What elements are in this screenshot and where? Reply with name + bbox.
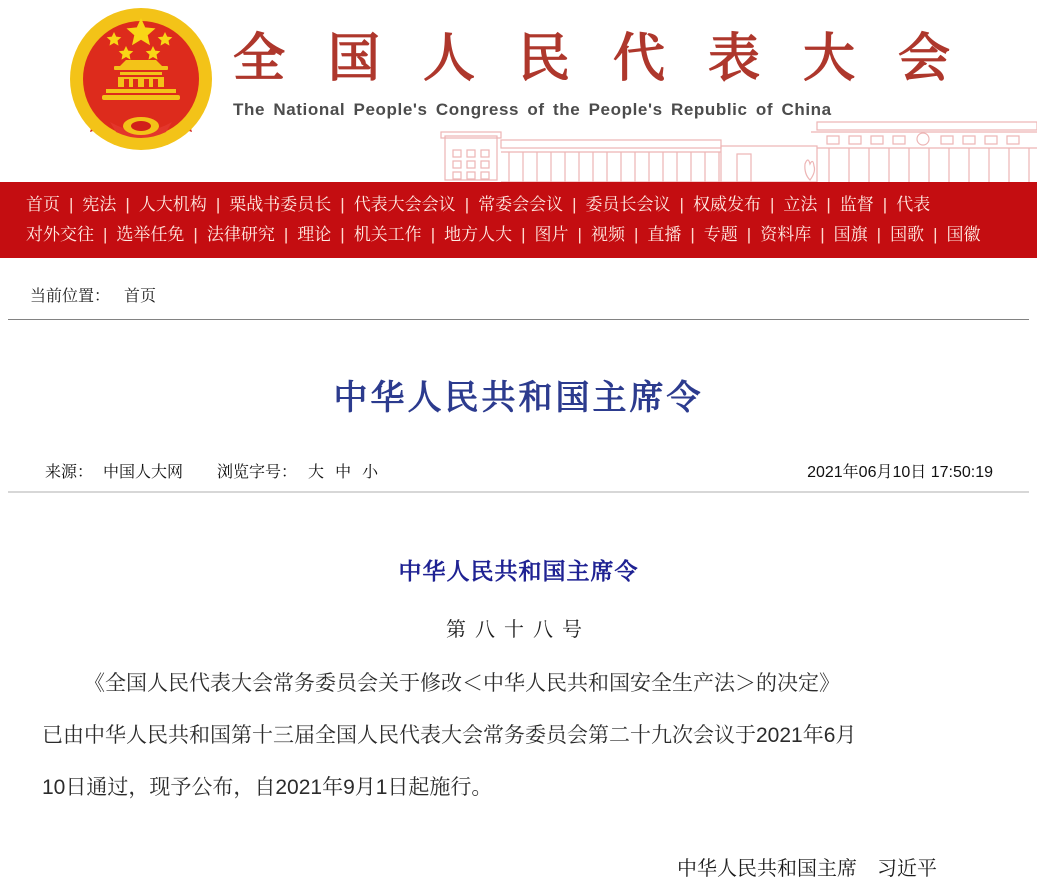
breadcrumb: [0, 258, 1037, 319]
page-title: 中华人民共和国主席令: [333, 378, 704, 418]
nav-link[interactable]: 机关工作: [353, 225, 422, 244]
nav-link[interactable]: 对外交往: [26, 225, 94, 244]
separator: |: [572, 195, 577, 214]
separator: |: [690, 225, 695, 244]
publish-datetime: 2021年06月10日 17:50:19: [807, 464, 993, 481]
separator: |: [193, 225, 198, 244]
nav-link[interactable]: 首页: [26, 195, 60, 214]
fontsize-label: 浏览字号：: [217, 464, 298, 481]
fontsize-option[interactable]: 小: [362, 464, 379, 481]
masthead: [233, 30, 993, 120]
meta-divider: [8, 491, 1029, 493]
nav-link[interactable]: 图片: [534, 225, 569, 244]
separator: |: [521, 225, 526, 244]
fontsize-option[interactable]: 中: [335, 464, 352, 481]
nav-row-2: [26, 220, 1037, 250]
nav-link[interactable]: 直播: [647, 225, 682, 244]
decree-body-line: 10日通过，现予公布，自2021年9月1日起施行。: [42, 776, 493, 799]
separator: |: [826, 195, 831, 214]
nav-link[interactable]: 宪法: [82, 195, 117, 214]
separator: |: [69, 195, 74, 214]
nav-row-1: [26, 190, 1037, 220]
nav-link[interactable]: 委员长会议: [585, 195, 671, 214]
source-label: 来源：: [45, 464, 94, 481]
fontsize-option[interactable]: 大: [308, 464, 325, 481]
nav-link[interactable]: 选举任免: [116, 225, 185, 244]
nav-link[interactable]: 监督: [839, 195, 874, 214]
nav-link[interactable]: 权威发布: [692, 195, 761, 214]
nav-link[interactable]: 地方人大: [444, 225, 513, 244]
separator: |: [633, 225, 639, 244]
site-subtitle: The National People's Congress of the People's Republic of China: [233, 99, 832, 119]
nav-link[interactable]: 法律研究: [206, 225, 275, 244]
breadcrumb-divider: [8, 319, 1029, 320]
separator: |: [125, 195, 130, 214]
nav-link[interactable]: 代表大会会议: [353, 195, 456, 214]
decree-heading: 中华人民共和国主席令: [398, 558, 639, 584]
separator: |: [769, 195, 775, 214]
decree-number: 第八十八号: [446, 617, 591, 641]
nav-link[interactable]: 国歌: [890, 225, 925, 244]
nav-link[interactable]: 人大机构: [138, 195, 207, 214]
decree-signature: 中华人民共和国主席 习近平: [677, 858, 937, 880]
site-title: 全国人民代表大会: [233, 29, 994, 89]
separator: |: [283, 225, 289, 244]
meta-left: [45, 459, 378, 482]
separator: |: [430, 225, 436, 244]
decree-body-line: 《全国人民代表大会常务委员会关于修改＜中华人民共和国安全生产法＞的决定》: [84, 672, 840, 695]
separator: |: [577, 225, 582, 244]
decree-body: [42, 658, 991, 814]
separator: |: [820, 225, 825, 244]
separator: |: [746, 225, 752, 244]
separator: |: [464, 195, 470, 214]
nav-link[interactable]: 代表: [896, 195, 931, 214]
nav-link[interactable]: 栗战书委员长: [229, 195, 332, 214]
nav-link[interactable]: 专题: [703, 225, 738, 244]
separator: |: [679, 195, 684, 214]
separator: |: [882, 195, 888, 214]
site-header: [0, 0, 1037, 182]
nav-link[interactable]: 理论: [297, 225, 332, 244]
nav-link[interactable]: 立法: [783, 195, 818, 214]
nav-link[interactable]: 视频: [590, 225, 625, 244]
fontsize-options: [297, 464, 378, 481]
nav-link[interactable]: 资料库: [760, 225, 812, 244]
nav-link[interactable]: 常委会会议: [478, 195, 564, 214]
nav-link[interactable]: 国旗: [833, 225, 868, 244]
separator: |: [933, 225, 938, 244]
article-meta-bar: [45, 459, 993, 482]
separator: |: [340, 195, 345, 214]
great-hall-building-sketch: [437, 120, 1037, 182]
nav-link[interactable]: 国徽: [946, 225, 981, 244]
decree-body-line: 已由中华人民共和国第十三届全国人民代表大会常务委员会第二十九次会议于2021年6月: [42, 724, 857, 747]
separator: |: [103, 225, 108, 244]
national-emblem-icon: [62, 4, 220, 172]
breadcrumb-current-link[interactable]: 首页: [124, 288, 157, 305]
main-navigation: [0, 182, 1037, 258]
breadcrumb-label: 当前位置：: [30, 288, 111, 305]
separator: |: [215, 195, 221, 214]
separator: |: [876, 225, 882, 244]
separator: |: [340, 225, 345, 244]
source-value: 中国人大网: [103, 464, 184, 481]
